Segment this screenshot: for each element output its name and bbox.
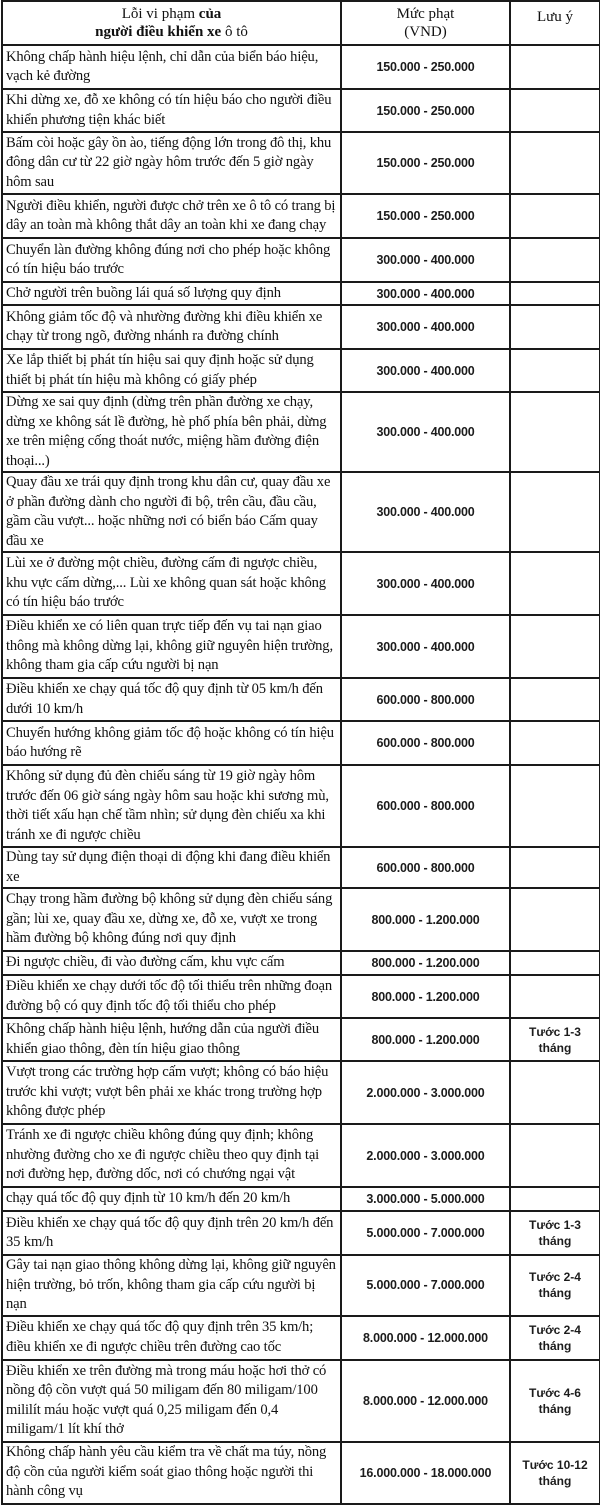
violation-cell: Điều khiển xe trên đường mà trong máu hoặc hơi thở có nồng độ cồn vượt quá 50 miligam đến 80 miligam/100 mililít máu hoặc vượt quá 0,25 miligam đến 0,4 miligam/1 lít khí thở [2, 1360, 341, 1442]
table-row [2, 45, 600, 89]
note-line2: tháng [538, 1473, 572, 1488]
fine-cell: 800.000 - 1.200.000 [341, 1018, 510, 1061]
note-cell [510, 888, 600, 951]
violation-cell: Không chấp hành yêu cầu kiểm tra về chất ma túy, nồng độ cồn của người kiểm soát giao thông hoặc người thi hành công vụ [2, 1442, 341, 1504]
violation-cell: Điều khiển xe chạy quá tốc độ quy định từ 05 km/h đến dưới 10 km/h [2, 678, 341, 721]
violation-cell: Vượt trong các trường hợp cấm vượt; không có báo hiệu trước khi vượt; vượt bên phải xe khác trong trường hợp không được phép [2, 1061, 341, 1124]
violation-cell: Dùng tay sử dụng điện thoại di động khi đang điều khiển xe [2, 847, 341, 888]
table-row [2, 194, 600, 238]
table-row [2, 552, 600, 615]
violation-cell: Điều khiển xe chạy dưới tốc độ tối thiểu trên những đoạn đường bộ có quy định tốc độ tối thiểu cho phép [2, 975, 341, 1018]
note-line1: Tước 1-3 [529, 1024, 581, 1039]
table-row [2, 1360, 600, 1442]
note-cell [510, 305, 600, 349]
fine-cell: 600.000 - 800.000 [341, 847, 510, 888]
violation-cell: Bấm còi hoặc gây ồn ào, tiếng động lớn trong đô thị, khu đông dân cư từ 22 giờ ngày hôm trước đến 5 giờ ngày hôm sau [2, 132, 341, 194]
violation-cell: Tránh xe đi ngược chiều không đúng quy định; không nhường đường cho xe đi ngược chiều theo quy định tại nơi đường hẹp, đường dốc, nơi có chướng ngại vật [2, 1124, 341, 1187]
note-cell [510, 1124, 600, 1187]
table-row [2, 678, 600, 721]
table-row [2, 951, 600, 975]
note-line1: Tước 2-4 [529, 1322, 581, 1337]
fine-cell: 150.000 - 250.000 [341, 45, 510, 89]
table-row [2, 1018, 600, 1061]
table-row [2, 1211, 600, 1255]
note-cell [510, 349, 600, 392]
note-line1: Tước 10-12 [522, 1457, 588, 1472]
note-cell [510, 194, 600, 238]
table-row [2, 1255, 600, 1316]
note-cell [510, 847, 600, 888]
note-line1: Tước 1-3 [529, 1218, 581, 1232]
table-row [2, 847, 600, 888]
note-cell [510, 678, 600, 721]
violation-cell: Dừng xe sai quy định (dừng trên phần đường xe chạy, dừng xe không sát lề đường, hè phố phía bên phải, dừng xe trên miệng cống thoát nước, miệng hầm đường điện thoại...) [2, 392, 341, 472]
violation-cell: Chở người trên buồng lái quá số lượng quy định [2, 282, 341, 305]
violation-cell: Lùi xe ở đường một chiều, đường cấm đi ngược chiều, khu vực cấm dừng,... Lùi xe không quan sát hoặc không có tín hiệu báo trước [2, 552, 341, 615]
note-line2: tháng [538, 1234, 572, 1248]
fine-cell: 150.000 - 250.000 [341, 132, 510, 194]
fine-cell: 3.000.000 - 5.000.000 [341, 1187, 510, 1211]
fine-cell: 8.000.000 - 12.000.000 [341, 1316, 510, 1360]
violation-cell: Điều khiển xe chạy quá tốc độ quy định trên 20 km/h đến 35 km/h [2, 1211, 341, 1255]
violation-cell: Chuyển hướng không giảm tốc độ hoặc không có tín hiệu báo hướng rẽ [2, 721, 341, 765]
fine-cell: 600.000 - 800.000 [341, 765, 510, 847]
violation-cell: Không chấp hành hiệu lệnh, chỉ dẫn của biển báo hiệu, vạch kẻ đường [2, 45, 341, 89]
violation-cell: Chuyển làn đường không đúng nơi cho phép hoặc không có tín hiệu báo trước [2, 238, 341, 282]
note-cell [510, 1018, 600, 1061]
note-line2: tháng [538, 1338, 572, 1353]
fine-cell: 800.000 - 1.200.000 [341, 888, 510, 951]
note-cell [510, 615, 600, 678]
header-fine: Mức phạt (VND) [341, 1, 510, 45]
fine-cell: 300.000 - 400.000 [341, 349, 510, 392]
fine-cell: 5.000.000 - 7.000.000 [341, 1211, 510, 1255]
fine-cell: 8.000.000 - 12.000.000 [341, 1360, 510, 1442]
table-row [2, 1124, 600, 1187]
note-cell [510, 89, 600, 132]
violation-cell: Điều khiển xe chạy quá tốc độ quy định trên 35 km/h; điều khiển xe đi ngược chiều trên đường cao tốc [2, 1316, 341, 1360]
table-row [2, 721, 600, 765]
note-line1: Tước 2-4 [529, 1270, 581, 1285]
fine-cell: 800.000 - 1.200.000 [341, 975, 510, 1018]
note-cell [510, 951, 600, 975]
note-cell [510, 1316, 600, 1360]
fine-cell: 300.000 - 400.000 [341, 552, 510, 615]
note-cell [510, 1442, 600, 1504]
table-row [2, 765, 600, 847]
fine-cell: 5.000.000 - 7.000.000 [341, 1255, 510, 1316]
fine-cell: 2.000.000 - 3.000.000 [341, 1124, 510, 1187]
table-row [2, 238, 600, 282]
violation-cell: Khi dừng xe, đỗ xe không có tín hiệu báo cho người điều khiển phương tiện khác biết [2, 89, 341, 132]
table-row [2, 615, 600, 678]
note-cell [510, 765, 600, 847]
header-row [2, 1, 600, 45]
note-cell [510, 1187, 600, 1211]
violation-cell: Chạy trong hầm đường bộ không sử dụng đèn chiếu sáng gần; lùi xe, quay đầu xe, dừng xe, đỗ xe, vượt xe trong hầm đường bộ không đúng nơi quy định [2, 888, 341, 951]
violation-cell: Không giảm tốc độ và nhường đường khi điều khiển xe chạy từ trong ngõ, đường nhánh ra đường chính [2, 305, 341, 349]
table-row [2, 1442, 600, 1504]
table-row [2, 888, 600, 951]
violation-cell: Không sử dụng đủ đèn chiếu sáng từ 19 giờ ngày hôm trước đến 06 giờ sáng ngày hôm sau hoặc khi sương mù, thời tiết xấu hạn chế tầm nhìn; sử dụng đèn chiếu xa khi tránh xe đi ngược chiều [2, 765, 341, 847]
table-body [2, 45, 600, 1504]
table-row [2, 305, 600, 349]
note-cell [510, 1211, 600, 1255]
fine-cell: 300.000 - 400.000 [341, 472, 510, 552]
note-cell [510, 1061, 600, 1124]
fine-cell: 300.000 - 400.000 [341, 238, 510, 282]
fine-cell: 150.000 - 250.000 [341, 194, 510, 238]
note-cell [510, 1360, 600, 1442]
fine-cell: 300.000 - 400.000 [341, 305, 510, 349]
note-cell [510, 1255, 600, 1316]
table-row [2, 1061, 600, 1124]
fine-cell: 300.000 - 400.000 [341, 282, 510, 305]
note-cell [510, 975, 600, 1018]
table-row [2, 282, 600, 305]
fine-cell: 16.000.000 - 18.000.000 [341, 1442, 510, 1504]
note-line2: tháng [538, 1040, 572, 1055]
traffic-fines-table [1, 0, 600, 1505]
note-cell [510, 282, 600, 305]
violation-cell: Điều khiển xe có liên quan trực tiếp đến vụ tai nạn giao thông mà không dừng lại, không giữ nguyên hiện trường, không tham gia cấp cứu người bị nạn [2, 615, 341, 678]
header-note: Lưu ý [510, 1, 600, 45]
note-line2: tháng [538, 1401, 572, 1416]
note-line2: tháng [538, 1286, 572, 1301]
fine-cell: 600.000 - 800.000 [341, 721, 510, 765]
violation-cell: Xe lắp thiết bị phát tín hiệu sai quy định hoặc sử dụng thiết bị phát tín hiệu mà không có giấy phép [2, 349, 341, 392]
note-cell [510, 238, 600, 282]
header-violation-line2: người điều khiển xe ô tô [95, 24, 248, 40]
violation-cell: Đi ngược chiều, đi vào đường cấm, khu vực cấm [2, 951, 341, 975]
violation-cell: Người điều khiển, người được chở trên xe ô tô có trang bị dây an toàn mà không thắt dây an toàn khi xe đang chạy [2, 194, 341, 238]
table-row [2, 89, 600, 132]
note-cell [510, 552, 600, 615]
fine-cell: 300.000 - 400.000 [341, 392, 510, 472]
note-cell [510, 132, 600, 194]
fine-cell: 300.000 - 400.000 [341, 615, 510, 678]
header-violation [2, 1, 341, 45]
note-cell [510, 721, 600, 765]
table-row [2, 132, 600, 194]
note-cell [510, 392, 600, 472]
table-row [2, 349, 600, 392]
fine-cell: 150.000 - 250.000 [341, 89, 510, 132]
table-row [2, 392, 600, 472]
violation-cell: Không chấp hành hiệu lệnh, hướng dẫn của người điều khiển giao thông, đèn tín hiệu giao thông [2, 1018, 341, 1061]
note-line1: Tước 4-6 [529, 1385, 581, 1400]
fine-cell: 600.000 - 800.000 [341, 678, 510, 721]
table-row [2, 1316, 600, 1360]
note-cell [510, 45, 600, 89]
violation-cell: Quay đầu xe trái quy định trong khu dân cư, quay đầu xe ở phần đường dành cho người đi bộ, trên cầu, đầu cầu, gầm cầu vượt... hoặc những nơi có biển báo Cấm quay đầu xe [2, 472, 341, 552]
header-violation-line1: Lỗi vi phạm của [121, 6, 222, 22]
note-cell [510, 472, 600, 552]
fine-cell: 2.000.000 - 3.000.000 [341, 1061, 510, 1124]
table-row [2, 472, 600, 552]
violation-cell: chạy quá tốc độ quy định từ 10 km/h đến 20 km/h [2, 1187, 341, 1211]
violation-cell: Gây tai nạn giao thông không dừng lại, không giữ nguyên hiện trường, bỏ trốn, không tham gia cấp cứu người bị nạn [2, 1255, 341, 1316]
table-row [2, 975, 600, 1018]
table-row [2, 1187, 600, 1211]
fine-cell: 800.000 - 1.200.000 [341, 951, 510, 975]
